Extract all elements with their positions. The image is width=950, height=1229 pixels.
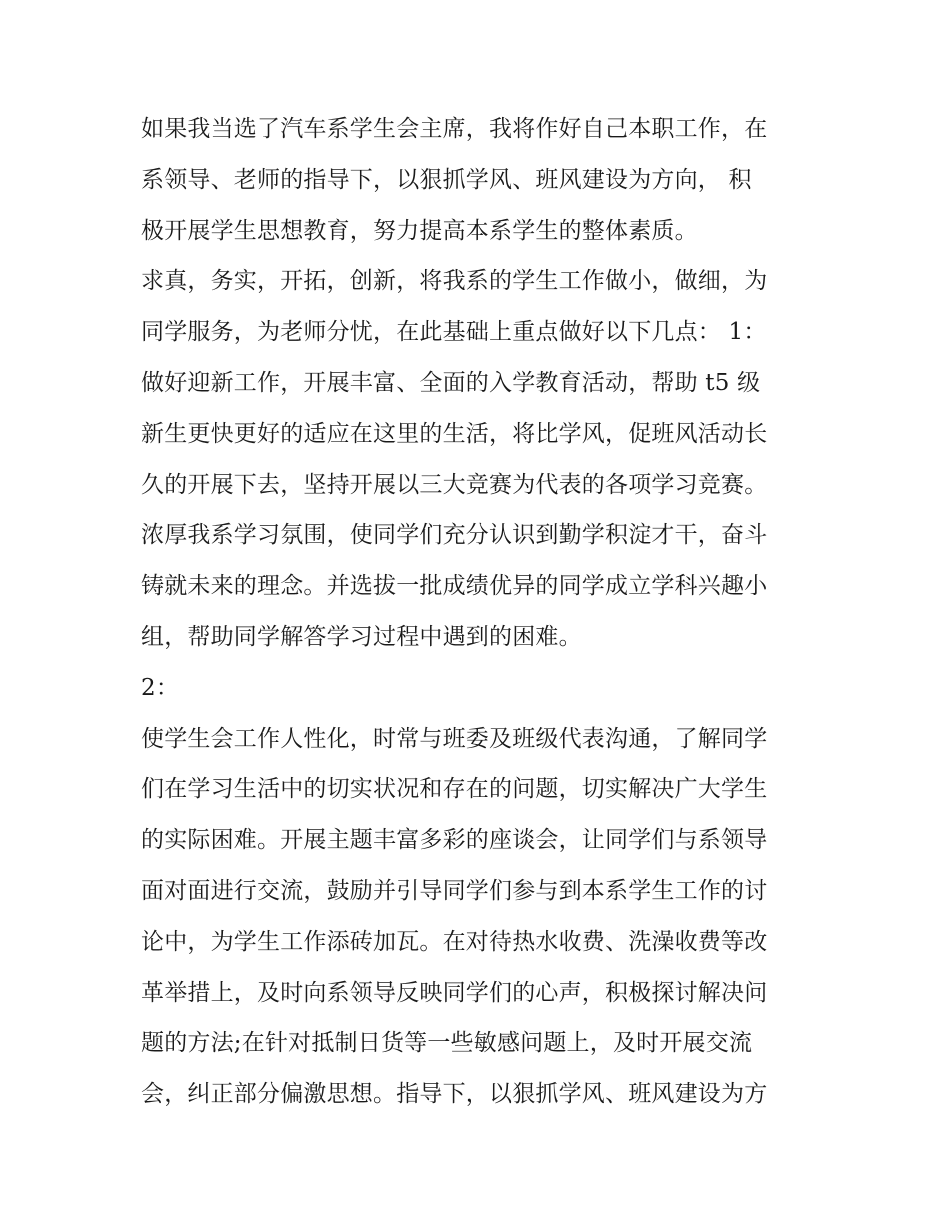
text-line-20: 会，纠正部分偏激思想。指导下，以狠抓学风、班风建设为方 — [141, 1081, 768, 1107]
text-line-10: 铸就未来的理念。并选拔一批成绩优异的同学成立学科兴趣小 — [141, 573, 768, 599]
text-line-3: 极开展学生思想教育，努力提高本系学生的整体素质。 — [141, 218, 698, 244]
text-line-18: 革举措上，及时向系领导反映同学们的心声，积极探讨解决问 — [141, 980, 768, 1006]
text-line-13: 使学生会工作人性化，时常与班委及班级代表沟通，了解同学 — [141, 726, 768, 752]
text-line-7: 新生更快更好的适应在这里的生活，将比学风，促班风活动长 — [141, 421, 768, 447]
text-line-5: 同学服务，为老师分忧，在此基础上重点做好以下几点： 1： — [141, 319, 767, 345]
text-line-17: 论中，为学生工作添砖加瓦。在对待热水收费、洗澡收费等改 — [141, 929, 768, 955]
text-line-4: 求真，务实，开拓，创新，将我系的学生工作做小，做细，为 — [141, 268, 768, 294]
text-line-9: 浓厚我系学习氛围，使同学们充分认识到勤学积淀才干，奋斗 — [141, 522, 768, 548]
text-line-16: 面对面进行交流，鼓励并引导同学们参与到本系学生工作的讨 — [141, 878, 768, 904]
text-line-8: 久的开展下去，坚持开展以三大竞赛为代表的各项学习竞赛。 — [141, 472, 768, 498]
text-line-11: 组，帮助同学解答学习过程中遇到的困难。 — [141, 624, 582, 650]
text-line-12: 2： — [141, 675, 180, 701]
text-line-6: 做好迎新工作，开展丰富、全面的入学教育活动，帮助 t5 级 — [141, 370, 761, 396]
text-line-15: 的实际困难。开展主题丰富多彩的座谈会，让同学们与系领导 — [141, 827, 768, 853]
text-line-19: 题的方法;在针对抵制日货等一些敏感问题上，及时开展交流 — [141, 1030, 753, 1056]
text-line-1: 如果我当选了汽车系学生会主席，我将作好自己本职工作，在 — [141, 116, 768, 142]
text-line-2: 系领导、老师的指导下，以狠抓学风、班风建设为方向， 积 — [141, 167, 752, 193]
text-line-14: 们在学习生活中的切实状况和存在的问题，切实解决广大学生 — [141, 776, 768, 802]
